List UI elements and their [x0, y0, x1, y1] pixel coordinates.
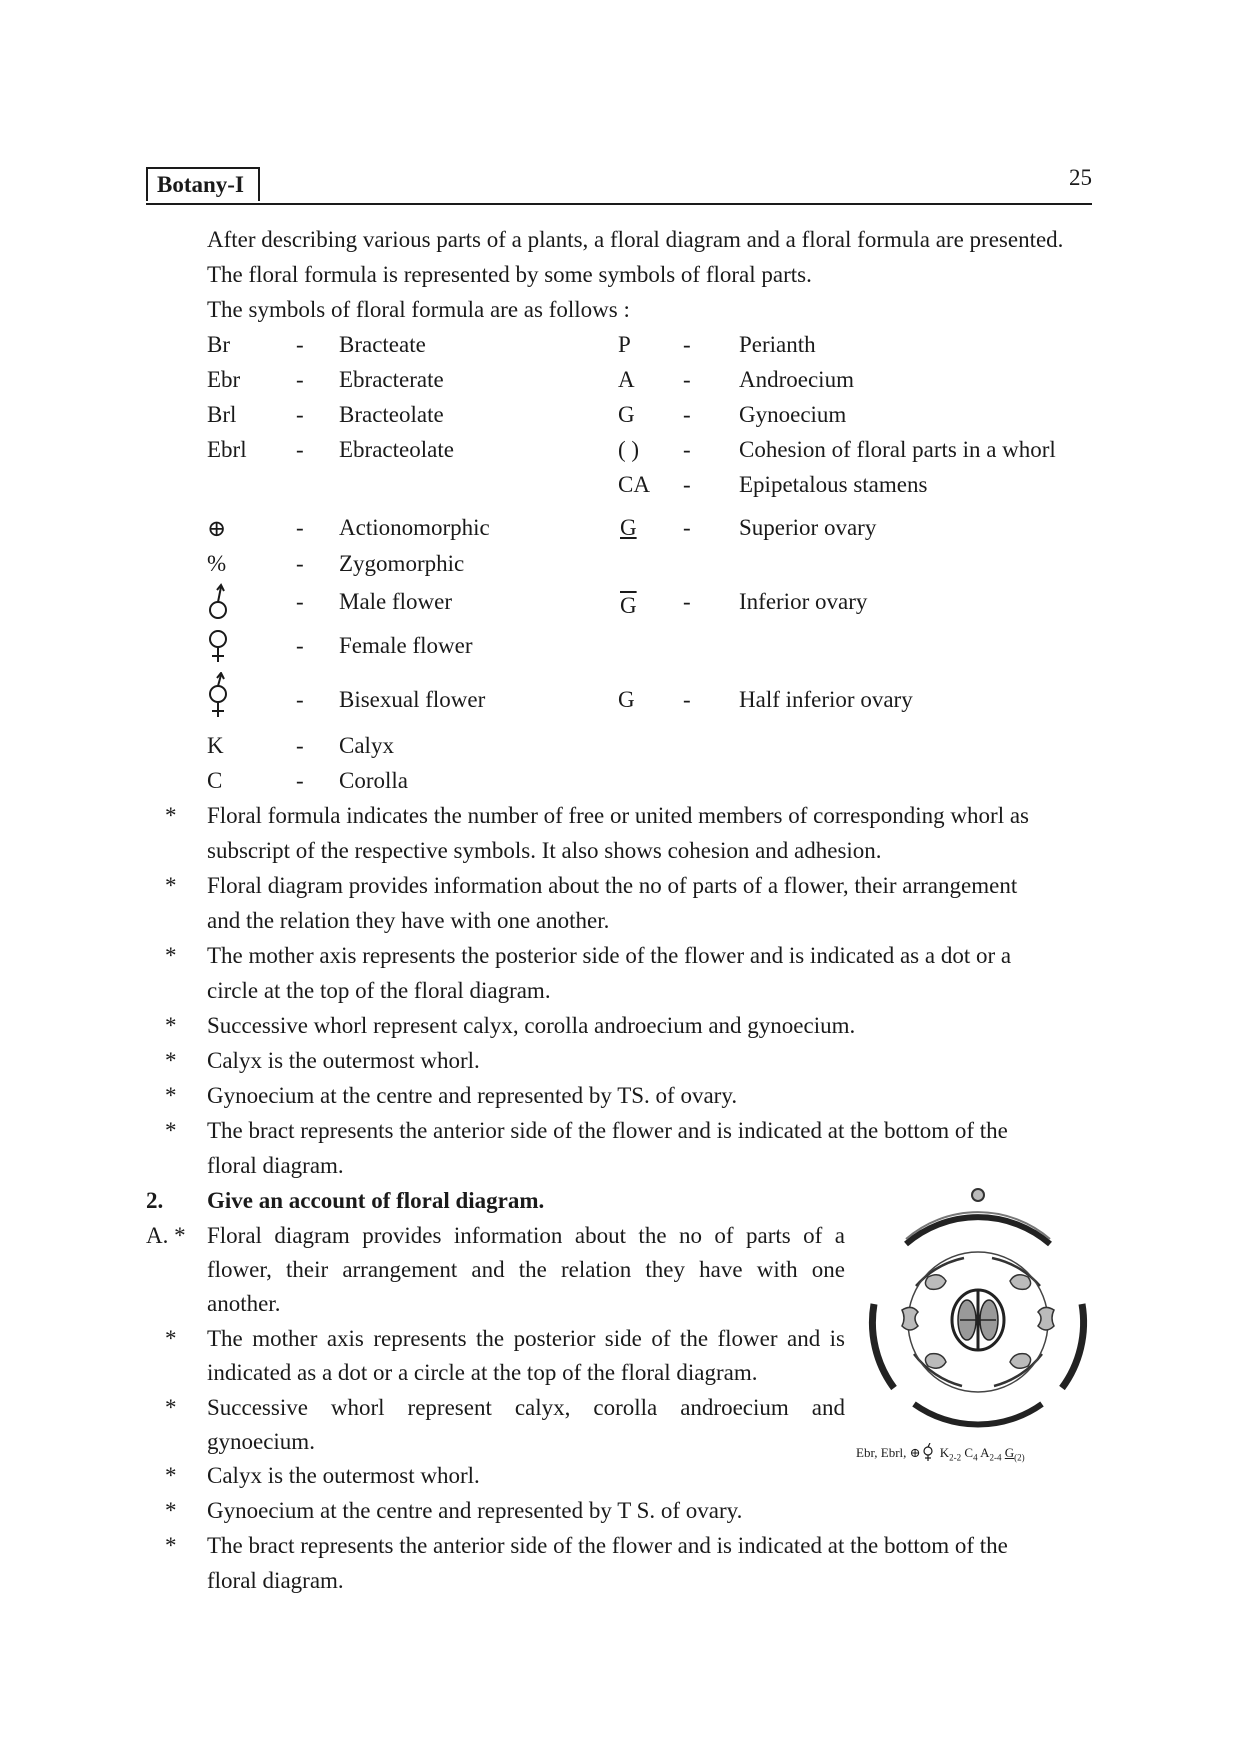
stamen	[925, 1354, 946, 1369]
note-line: subscript of the respective symbols. It also shows cohesion and adhesion.	[207, 838, 882, 863]
symbol: P	[618, 332, 631, 357]
bullet: *	[165, 1083, 177, 1108]
answer-line: another.	[207, 1291, 281, 1316]
bullet: *	[165, 1118, 177, 1143]
dash: -	[296, 589, 304, 614]
answer-line: Successive whorl represent calyx, corolla androecium and	[207, 1395, 845, 1420]
symbol: Ebr	[207, 367, 241, 392]
symbol-meaning: Bracteolate	[339, 402, 444, 427]
answer-label: A. *	[146, 1223, 186, 1248]
bullet: *	[165, 1326, 177, 1351]
dash: -	[683, 332, 691, 357]
symbol: G	[618, 402, 635, 427]
symbol-meaning: Actionomorphic	[339, 515, 490, 540]
half-inferior-ovary-symbol: G	[618, 687, 635, 712]
symbol-meaning: Inferior ovary	[739, 589, 868, 614]
bullet: *	[165, 943, 177, 968]
symbol-meaning: Calyx	[339, 733, 394, 758]
stamen	[1038, 1307, 1054, 1330]
sepal	[1062, 1304, 1084, 1388]
symbol: C	[207, 768, 223, 793]
formula-gynoecium-count: (2)	[1014, 1452, 1025, 1463]
symbol-meaning: Gynoecium	[739, 402, 847, 427]
dash: -	[296, 551, 304, 576]
dash: -	[683, 367, 691, 392]
floral-diagram	[858, 1182, 1098, 1452]
note-line: Floral diagram provides information about the no of parts of a flower, their arrangement	[207, 873, 1018, 898]
symbol-meaning: Female flower	[339, 633, 473, 658]
dash: -	[296, 633, 304, 658]
bullet: *	[165, 1048, 177, 1073]
note-line: The mother axis represents the posterior side of the flower and is indicated as a dot or a	[207, 943, 1012, 968]
note-line: Calyx is the outermost whorl.	[207, 1048, 480, 1073]
symbol-meaning: Androecium	[739, 367, 854, 392]
symbol-meaning: Corolla	[339, 768, 408, 793]
answer-line: floral diagram.	[207, 1568, 344, 1593]
symbol-meaning: Zygomorphic	[339, 551, 465, 576]
symbol: K	[207, 733, 224, 758]
formula-calyx: K	[939, 1445, 950, 1460]
dash: -	[683, 589, 691, 614]
formula-androecium: A	[980, 1445, 990, 1460]
bullet: *	[165, 1395, 177, 1420]
symbol: ( )	[618, 437, 640, 462]
sepal	[914, 1404, 1042, 1425]
dash: -	[683, 402, 691, 427]
answer-line: Calyx is the outermost whorl.	[207, 1463, 480, 1488]
formula-prefix: Ebr, Ebrl, ⊕	[856, 1445, 921, 1460]
page-number: 25	[1069, 165, 1092, 190]
symbol-meaning: Perianth	[739, 332, 816, 357]
inferior-ovary-symbol: $\overline{G}$	[620, 593, 637, 618]
note-line: floral diagram.	[207, 1153, 344, 1178]
symbol: Ebrl	[207, 437, 247, 462]
stamen	[902, 1307, 918, 1330]
female-icon	[207, 628, 231, 666]
stamen	[925, 1275, 946, 1290]
bullet: *	[165, 803, 177, 828]
bullet: *	[165, 1533, 177, 1558]
question-number: 2.	[146, 1188, 164, 1213]
note-line: Gynoecium at the centre and represented by TS. of ovary.	[207, 1083, 738, 1108]
answer-line: gynoecium.	[207, 1429, 315, 1454]
stamen	[1010, 1354, 1031, 1369]
mother-axis	[972, 1189, 984, 1201]
intro-line-3: The symbols of floral formula are as follows :	[207, 297, 630, 322]
dash: -	[296, 515, 304, 540]
male-icon	[207, 583, 231, 623]
bisexual-icon	[207, 672, 231, 720]
symbol-meaning: Ebracteolate	[339, 437, 454, 462]
dash: -	[296, 733, 304, 758]
sepal	[872, 1304, 894, 1388]
symbol-meaning: Ebracterate	[339, 367, 444, 392]
dash: -	[296, 437, 304, 462]
note-line: The bract represents the anterior side of the flower and is indicated at the bottom of the	[207, 1118, 1008, 1143]
intro-line-2: The floral formula is represented by some symbols of floral parts.	[207, 262, 812, 287]
note-line: Floral formula indicates the number of free or united members of corresponding whorl as	[207, 803, 1030, 828]
formula-corolla-count: 4	[973, 1452, 978, 1463]
zygomorphic-symbol: %	[207, 551, 227, 576]
note-line: Successive whorl represent calyx, corolla androecium and gynoecium.	[207, 1013, 856, 1038]
formula-calyx-count: 2-2	[949, 1452, 962, 1463]
bullet: *	[165, 1463, 177, 1488]
symbol-meaning: Male flower	[339, 589, 453, 614]
floral-formula	[856, 1443, 1025, 1467]
dash: -	[296, 402, 304, 427]
dash: -	[296, 367, 304, 392]
symbol-meaning: Bracteate	[339, 332, 426, 357]
symbol: Br	[207, 332, 230, 357]
sepal	[906, 1217, 1050, 1244]
book-title: Botany-I	[146, 167, 260, 201]
bullet: *	[165, 1498, 177, 1523]
bullet: *	[165, 873, 177, 898]
symbol-meaning: Superior ovary	[739, 515, 877, 540]
symbol: Brl	[207, 402, 237, 427]
symbol-meaning: Cohesion of floral parts in a whorl	[739, 437, 1056, 462]
stamen	[1010, 1275, 1031, 1290]
formula-gynoecium: G	[1004, 1445, 1015, 1460]
formula-corolla: C	[964, 1445, 974, 1460]
answer-line: indicated as a dot or a circle at the top of the floral diagram.	[207, 1360, 758, 1385]
symbol: A	[618, 367, 635, 392]
answer-line: The mother axis represents the posterior side of the flower and is	[207, 1326, 845, 1351]
dash: -	[296, 332, 304, 357]
bullet: *	[165, 1013, 177, 1038]
answer-line: flower, their arrangement and the relation they have with one	[207, 1257, 845, 1282]
note-line: circle at the top of the floral diagram.	[207, 978, 551, 1003]
page-header	[146, 163, 1092, 205]
dash: -	[296, 687, 304, 712]
dash: -	[683, 687, 691, 712]
symbol-meaning: Epipetalous stamens	[739, 472, 928, 497]
bisexual-icon	[923, 1443, 935, 1461]
actinomorphic-symbol: ⊕	[207, 516, 227, 541]
note-line: and the relation they have with one another.	[207, 908, 610, 933]
superior-ovary-symbol: G	[620, 515, 637, 540]
symbol-meaning: Half inferior ovary	[739, 687, 913, 712]
answer-line: Gynoecium at the centre and represented by T S. of ovary.	[207, 1498, 743, 1523]
dash: -	[296, 768, 304, 793]
formula-androecium-count: 2-4	[989, 1452, 1002, 1463]
answer-line: The bract represents the anterior side of the flower and is indicated at the bottom of the	[207, 1533, 1008, 1558]
answer-line: Floral diagram provides information about the no of parts of a	[207, 1223, 845, 1248]
question-text: Give an account of floral diagram.	[207, 1188, 545, 1213]
dash: -	[683, 472, 691, 497]
dash: -	[683, 515, 691, 540]
symbol-meaning: Bisexual flower	[339, 687, 486, 712]
symbol: CA	[618, 472, 650, 497]
intro-line-1: After describing various parts of a plants, a floral diagram and a floral formula are presented.	[207, 227, 1064, 252]
dash: -	[683, 437, 691, 462]
